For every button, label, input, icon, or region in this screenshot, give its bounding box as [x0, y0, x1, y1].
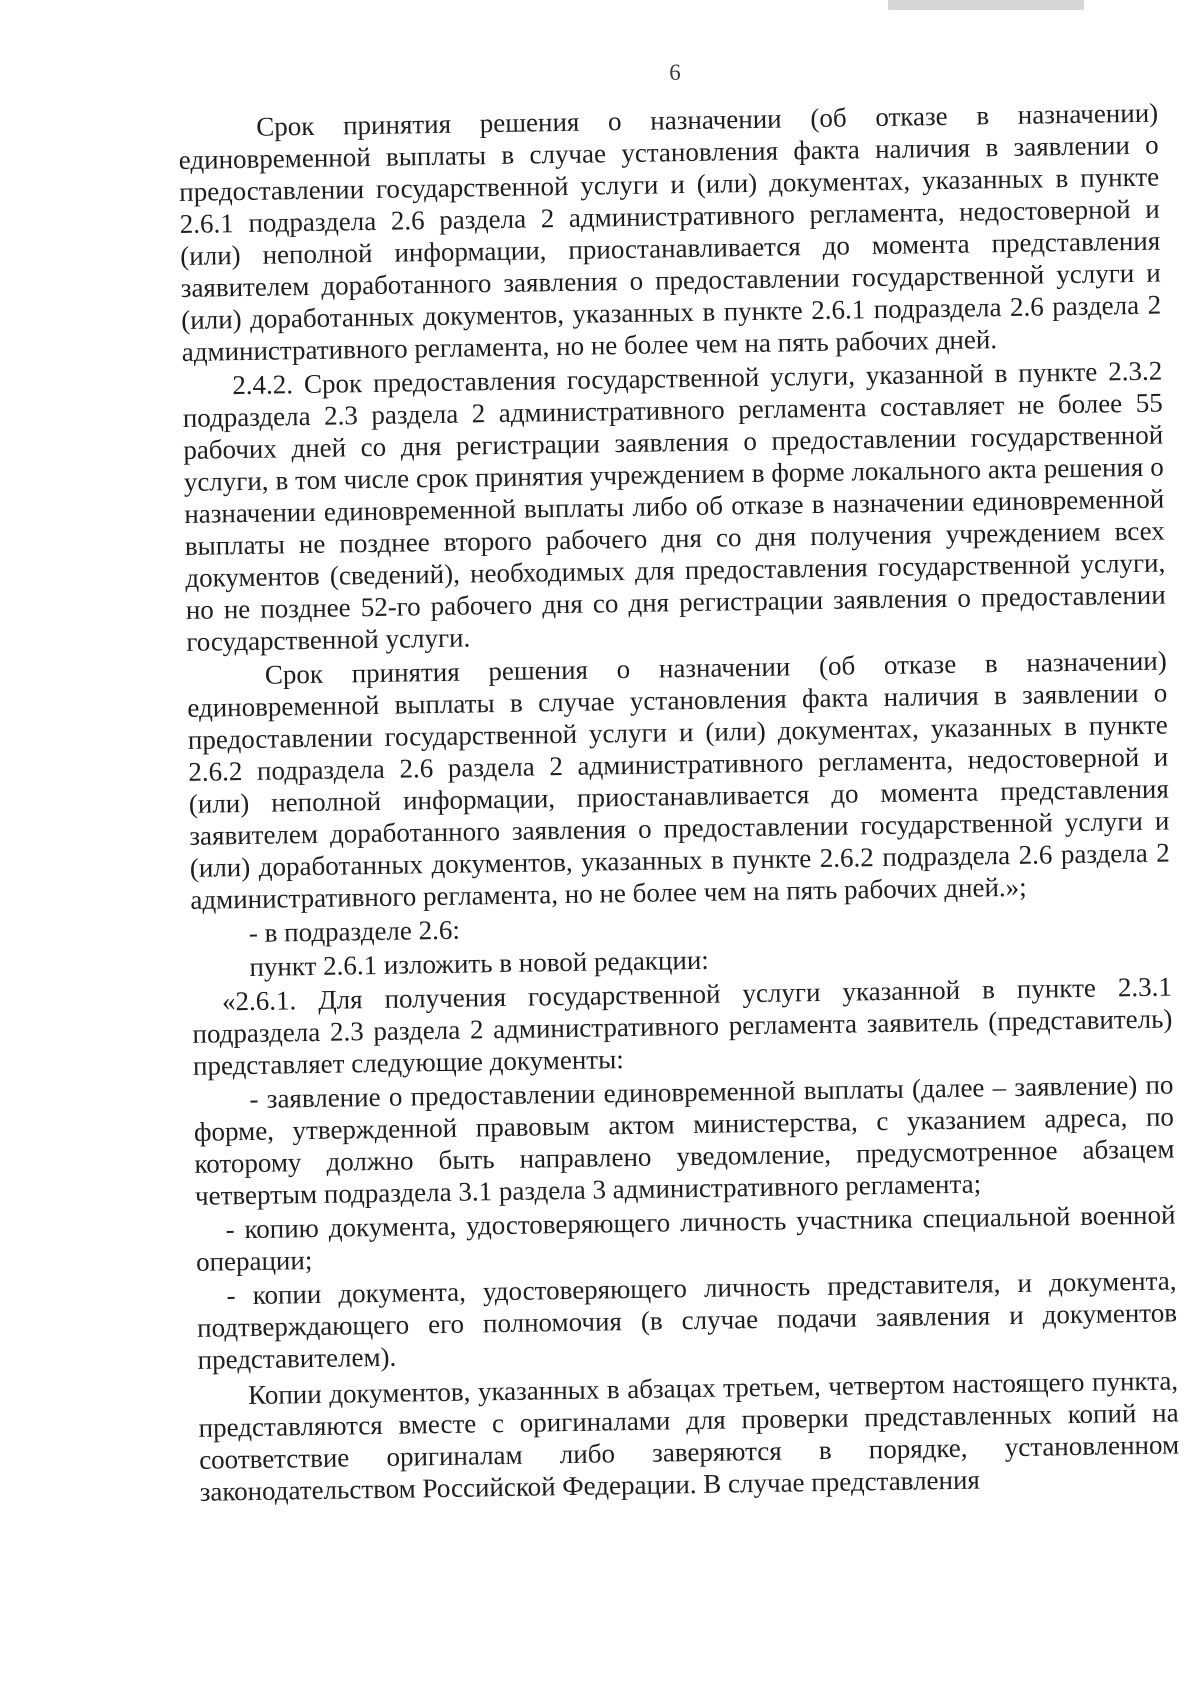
paragraph-subsection-2-6: - в подразделе 2.6: — [248, 914, 461, 948]
document-body — [178, 97, 1180, 1510]
list-item-application: - заявление о предоставлении единовременной выплаты (далее – заявление) по форме, утвержденной правовым актом министерства, с указанием адреса, по которому должно быть направлено уведомление, предусмотренное абзацем четвертым подраздела 3.1 раздела 3 административного регламента; — [193, 1069, 1175, 1211]
paragraph-decision-period-2: Срок принятия решения о назначении (об отказе в назначении) единовременной выплаты в случае установления факта наличия в заявлении о предоставлении государственной услуги и (или) документах, указанных в пункте 2.6.2 подраздела 2.6 раздела 2 административного регламента, недостоверной и (или) неполной информации, приостанавливается до момента представления заявителем доработанного заявления о предоставлении государственной услуги и (или) доработанных документов, указанных в пункте 2.6.2 подраздела 2.6 раздела 2 административного регламента, но не более чем на пять рабочих дней.»; — [187, 645, 1170, 915]
paragraph-new-edition: пункт 2.6.1 изложить в новой редакции: — [249, 944, 709, 982]
paragraph-2-6-1: «2.6.1. Для получения государственной услуги указанной в пункте 2.3.1 подраздела 2.3 раздела 2 административного регламента заявитель (представитель) представляет следующие документы: — [192, 971, 1173, 1081]
list-item-identity-copy: - копию документа, удостоверяющего личность участника специальной военной операции; — [195, 1199, 1176, 1277]
list-item-representative-copy: - копии документа, удостоверяющего личность представителя, и документа, подтверждающего его полномочия (в случае подачи заявления и документов представителем). — [196, 1265, 1178, 1375]
scan-artifact — [888, 0, 1084, 10]
paragraph-decision-period-1: Срок принятия решения о назначении (об отказе в назначении) единовременной выплаты в случае установления факта наличия в заявлении о предоставлении государственной услуги и (или) документах, указанных в пункте 2.6.1 подраздела 2.6 раздела 2 административного регламента, недостоверной и (или) неполной информации, приостанавливается до момента представления заявителем доработанного заявления о предоставлении государственной услуги и (или) доработанных документов, указанных в пункте 2.6.1 подраздела 2.6 раздела 2 административного регламента, но не более чем на пять рабочих дней. — [178, 97, 1162, 367]
paragraph-2-4-2: 2.4.2. Срок предоставления государственной услуги, указанной в пункте 2.3.2 подраздела 2.3 раздела 2 административного регламента составляет не более 55 рабочих дней со дня регистрации заявления о предоставлении государственной услуги, в том числе срок принятия учреждением в форме локального акта решения о назначении единовременной выплаты либо об отказе в назначении единовременной выплаты не позднее второго рабочего дня со дня получения учреждением всех документов (сведений), необходимых для предоставления государственной услуги, но не позднее 52-го рабочего дня со дня регистрации заявления о предоставлении государственной услуги. — [182, 355, 1166, 657]
page-number: 6 — [669, 60, 681, 85]
paragraph-copies: Копии документов, указанных в абзацах третьем, четвертом настоящего пункта, представляются вместе с оригиналами для проверки представленных копий на соответствие оригиналам либо заверяются в порядке, установленном законодательством Российской Федерации. В случае представления — [198, 1365, 1180, 1507]
